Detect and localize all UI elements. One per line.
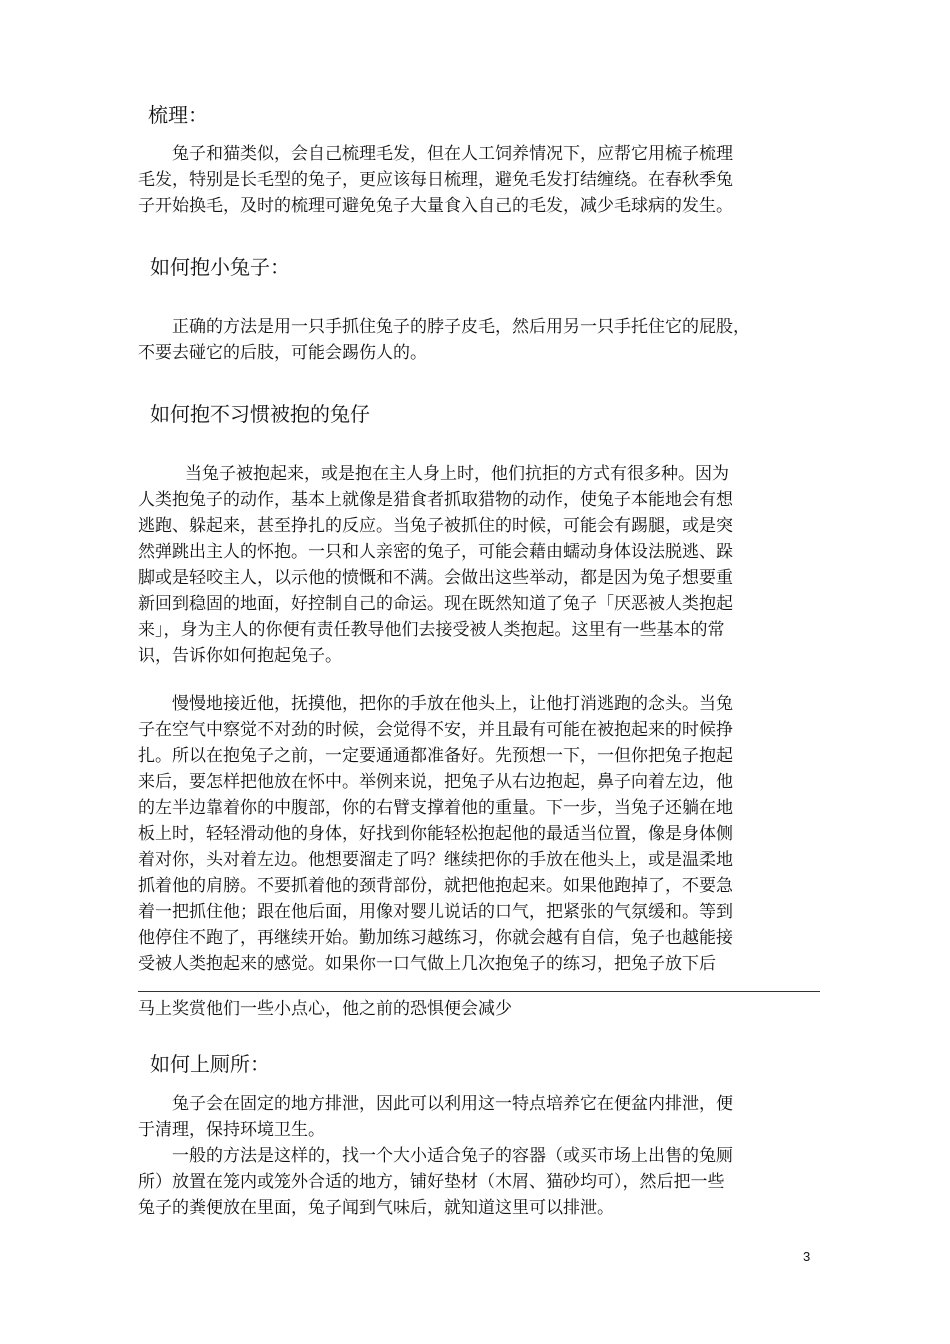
text-line: 板上时，轻轻滑动他的身体，好找到你能轻松抱起他的最适当位置，像是身体侧 [138, 824, 733, 844]
text-line: 的左半边靠着你的中腹部，你的右臂支撑着他的重量。下一步，当兔子还躺在地 [138, 798, 733, 818]
text-line: 着对你，头对着左边。他想要溜走了吗？继续把你的手放在他头上，或是温柔地 [138, 850, 733, 870]
text-line: 新回到稳固的地面，好控制自己的命运。现在既然知道了兔子「厌恶被人类抱起 [138, 594, 733, 614]
text-line: 他停住不跑了，再继续开始。勤加练习越练习，你就会越有自信，兔子也越能接 [138, 928, 733, 948]
text-line: 脚或是轻咬主人，以示他的愤慨和不满。会做出这些举动，都是因为兔子想要重 [138, 568, 733, 588]
text-line: 受被人类抱起来的感觉。如果你一口气做上几次抱兔子的练习，把兔子放下后 [138, 954, 716, 974]
text-line: 来」，身为主人的你便有责任教导他们去接受被人类抱起。这里有一些基本的常 [138, 620, 725, 640]
text-line: 扎。所以在抱兔子之前，一定要通通都准备好。先预想一下，一但你把兔子抱起 [138, 746, 733, 766]
text-line: 人类抱兔子的动作，基本上就像是猎食者抓取猎物的动作，使兔子本能地会有想 [138, 490, 733, 510]
text-line: 不要去碰它的后肢，可能会踢伤人的。 [138, 343, 427, 363]
text-line: 子开始换毛，及时的梳理可避免兔子大量食入自己的毛发，减少毛球病的发生。 [138, 196, 733, 216]
text-line: 一般的方法是这样的，找一个大小适合兔子的容器（或买市场上出售的兔厕 [172, 1146, 733, 1166]
text-line: 兔子的粪便放在里面，兔子闻到气味后，就知道这里可以排泄。 [138, 1198, 614, 1218]
text-line: 毛发，特别是长毛型的兔子，更应该每日梳理，避免毛发打结缠绕。在春秋季兔 [138, 170, 733, 190]
section-heading-holding-bunny: 如何抱小兔子： [150, 255, 290, 279]
horizontal-rule [138, 991, 820, 992]
page-number: 3 [803, 1249, 811, 1264]
text-line: 逃跑、躲起来，甚至挣扎的反应。当兔子被抓住的时候，可能会有踢腿，或是突 [138, 516, 733, 536]
text-line: 子在空气中察觉不对劲的时候，会觉得不安，并且最有可能在被抱起来的时候挣 [138, 720, 733, 740]
text-line: 正确的方法是用一只手抓住兔子的脖子皮毛，然后用另一只手托住它的屁股， [172, 317, 750, 337]
text-line: 然弹跳出主人的怀抱。一只和人亲密的兔子，可能会藉由蠕动身体设法脱逃、跺 [138, 542, 733, 562]
section-heading-grooming: 梳理： [148, 103, 208, 127]
text-line: 来后，要怎样把他放在怀中。举例来说，把兔子从右边抱起，鼻子向着左边，他 [138, 772, 733, 792]
text-line: 慢慢地接近他，抚摸他，把你的手放在他头上，让他打消逃跑的念头。当兔 [172, 694, 733, 714]
text-line: 识，告诉你如何抱起兔子。 [138, 646, 342, 666]
section-heading-holding-unused-bunny: 如何抱不习惯被抱的兔仔 [150, 402, 370, 426]
text-line: 着一把抓住他；跟在他后面，用像对婴儿说话的口气，把紧张的气氛缓和。等到 [138, 902, 733, 922]
text-line: 于清理，保持环境卫生。 [138, 1120, 325, 1140]
section-heading-toilet: 如何上厕所： [150, 1052, 270, 1076]
text-line: 所）放置在笼内或笼外合适的地方，铺好垫材（木屑、猫砂均可），然后把一些 [138, 1172, 725, 1192]
text-line: 兔子和猫类似，会自己梳理毛发，但在人工饲养情况下，应帮它用梳子梳理 [172, 144, 733, 164]
text-line: 兔子会在固定的地方排泄，因此可以利用这一特点培养它在便盆内排泄，便 [172, 1094, 733, 1114]
text-line: 马上奖赏他们一些小点心，他之前的恐惧便会减少 [138, 999, 512, 1019]
text-line: 抓着他的肩膀。不要抓着他的颈背部份，就把他抱起来。如果他跑掉了，不要急 [138, 876, 733, 896]
text-line: 当兔子被抱起来，或是抱在主人身上时，他们抗拒的方式有很多种。因为 [185, 464, 729, 484]
